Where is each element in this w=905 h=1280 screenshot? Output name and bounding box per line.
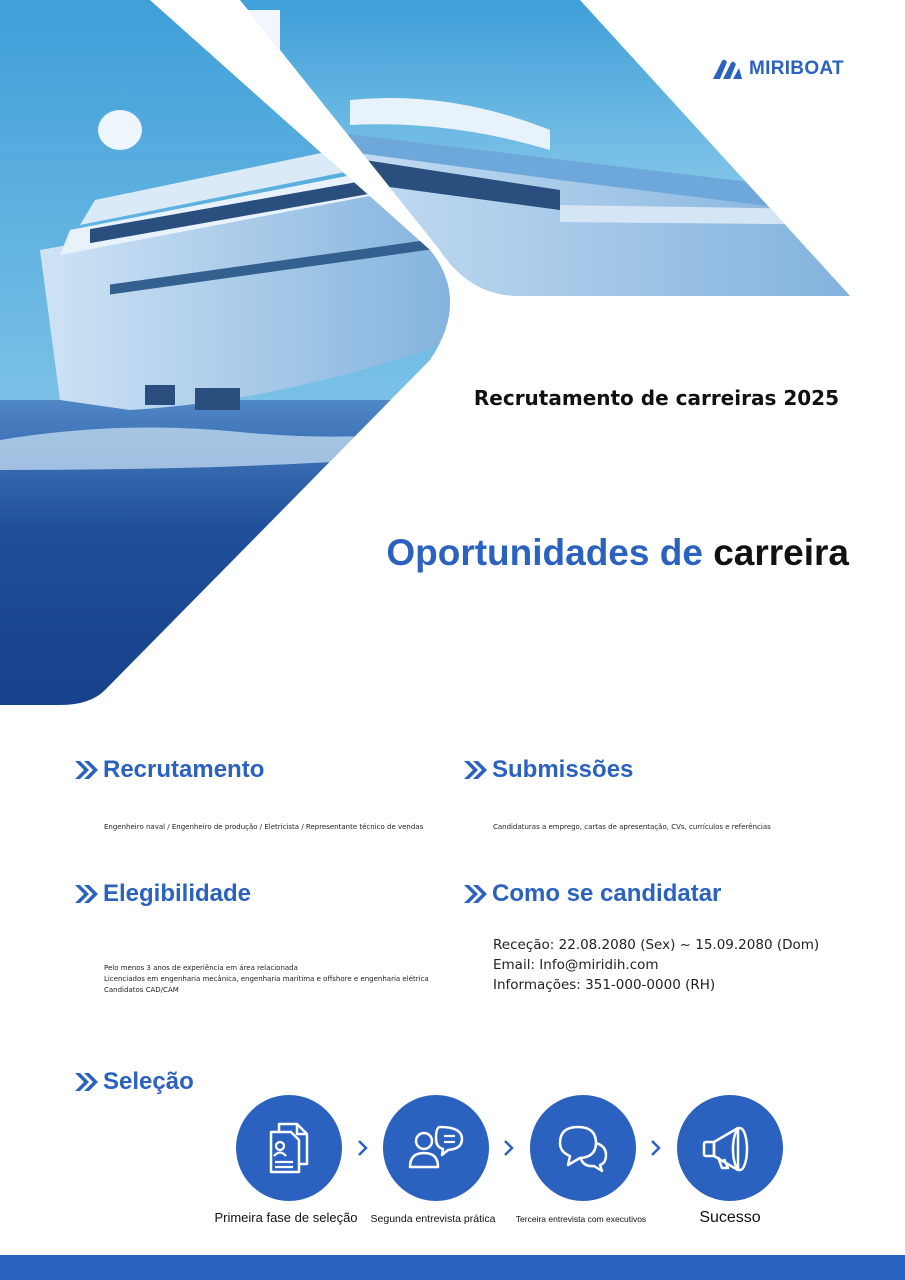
step-2-label: Segunda entrevista prática bbox=[370, 1213, 496, 1225]
poster-title-part1: Oportunidades de bbox=[386, 532, 703, 573]
step-3-label: Terceira entrevista com executivos bbox=[515, 1214, 647, 1224]
section-candidatar bbox=[462, 880, 721, 908]
section-elegibilidade bbox=[73, 880, 251, 908]
step-4 bbox=[677, 1095, 783, 1201]
section-title: Submissões bbox=[492, 756, 634, 783]
megaphone-icon bbox=[702, 1122, 758, 1174]
list-item: Candidatos CAD/CAM bbox=[104, 986, 179, 994]
list-item: Email: Info@miridih.com bbox=[493, 957, 659, 973]
brand-name: MIRIBOAT bbox=[749, 58, 844, 79]
person-chat-icon bbox=[406, 1123, 466, 1173]
chevron-right-icon bbox=[649, 1138, 663, 1158]
double-chevron-icon bbox=[462, 759, 488, 781]
step-1 bbox=[236, 1095, 342, 1201]
section-recrutamento bbox=[73, 756, 264, 784]
section-title: Como se candidatar bbox=[492, 880, 722, 907]
list-item: Pelo menos 3 anos de experiência em área relacionada bbox=[104, 964, 298, 972]
poster-title bbox=[386, 532, 849, 574]
step-3 bbox=[530, 1095, 636, 1201]
step-1-label: Primeira fase de seleção bbox=[214, 1210, 358, 1225]
step-4-label: Sucesso bbox=[699, 1209, 761, 1226]
recrutamento-text: Engenheiro naval / Engenheiro de produção / Eletricista / Representante técnico de vendas bbox=[104, 823, 424, 831]
double-chevron-icon bbox=[73, 883, 99, 905]
section-selecao bbox=[73, 1068, 194, 1096]
footer-bar bbox=[0, 1255, 905, 1280]
double-chevron-icon bbox=[73, 1071, 99, 1093]
logo-icon bbox=[711, 57, 743, 81]
elegibilidade-list bbox=[104, 963, 429, 996]
brand-logo bbox=[711, 57, 844, 81]
section-title: Recrutamento bbox=[103, 756, 265, 783]
section-title: Seleção bbox=[103, 1068, 194, 1095]
submissoes-text: Candidaturas a emprego, cartas de apresentação, CVs, currículos e referências bbox=[493, 823, 771, 831]
list-item: Receção: 22.08.2080 (Sex) ~ 15.09.2080 (Dom) bbox=[493, 937, 820, 953]
documents-icon bbox=[265, 1120, 313, 1176]
candidatar-list bbox=[493, 935, 819, 995]
double-chevron-icon bbox=[462, 883, 488, 905]
poster-title-part2: carreira bbox=[713, 532, 849, 573]
section-submissoes bbox=[462, 756, 633, 784]
chevron-right-icon bbox=[356, 1138, 370, 1158]
chat-bubbles-icon bbox=[556, 1121, 610, 1175]
list-item: Informações: 351-000-0000 (RH) bbox=[493, 977, 716, 993]
section-title: Elegibilidade bbox=[103, 880, 252, 907]
chevron-right-icon bbox=[502, 1138, 516, 1158]
list-item: Licenciados em engenharia mecânica, engenharia marítima e offshore e engenharia elétrica bbox=[104, 975, 429, 983]
poster-subtitle: Recrutamento de carreiras 2025 bbox=[473, 386, 839, 410]
step-2 bbox=[383, 1095, 489, 1201]
double-chevron-icon bbox=[73, 759, 99, 781]
